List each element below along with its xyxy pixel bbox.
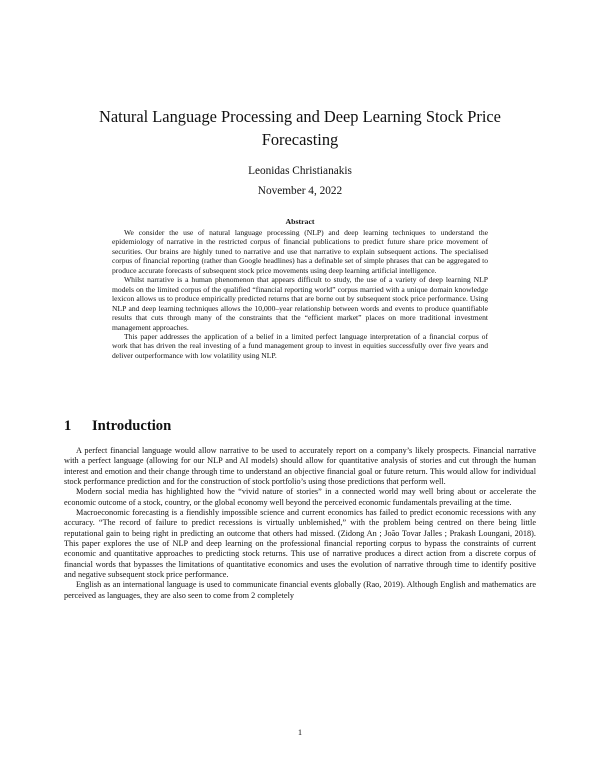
body-paragraph: Macroeconomic forecasting is a fiendishly impossible science and current economics has failed to predict economic recessions with any accuracy. “The record of failure to predict recessions is virtually unblemished,” with the problem being centred on there being little reputational gain to being right in predicting an outcome that others had missed. (Zidong An ; João Tovar Jalles ; Prakash Loungani, 2018). This paper explores the use of NLP and deep learning on the professional financial reporting corpus to bypass the constraints of current economic and quantitative approaches to predicting stock returns. This use of narrative produces a direct action from a discrete corpus of financial words that bypasses the limitations of quantitative economics and uses the evolution of narrative through time to identify positive and negative subsequent stock price performance. — [64, 508, 536, 580]
section-body — [64, 446, 536, 601]
page-number: 1 — [297, 727, 303, 737]
abstract — [112, 228, 488, 360]
paper-title: Natural Language Processing and Deep Learning Stock Price Forecasting — [99, 107, 501, 149]
section-heading — [64, 418, 171, 435]
author-name: Leonidas Christianakis — [248, 165, 352, 177]
section-title: Introduction — [92, 418, 172, 434]
publication-date: November 4, 2022 — [257, 185, 343, 197]
abstract-paragraph: We consider the use of natural language processing (NLP) and deep learning techniques to understand the epidemiology of narrative in the restricted corpus of financial publications to predict future share price movement of securities. Our brains are highly tuned to narrative and use that narrative to explain subsequent actions. The specialised corpus of financial reporting (rather than Google headlines) has a definable set of simple phrases that can be aggregated to produce accurate forecasts of subsequent stock price movements using deep learning artificial intelligence. — [112, 228, 488, 275]
abstract-paragraph: Whilst narrative is a human phenomenon that appears difficult to study, the use of a variety of deep learning NLP models on the limited corpus of the qualified “financial reporting world” corpus married with a unique domain knowledge lexicon allows us to produce empirically predicted returns that are borne out by subsequent stock price performance. Using NLP and deep learning techniques allows the 10,000–year relationship between words and events to produce quantifiable results that cuts through many of the constraints that the “efficient market” places on more traditional investment management approaches. — [112, 275, 488, 332]
body-paragraph: A perfect financial language would allow narrative to be used to accurately report on a company’s likely prospects. Financial narrative with a perfect language (allowing for our NLP and AI models) should allow for quantitative analysis of stories and cut through the human interest and emotion and their change through time to understand an objective financial goal or future return. This would allow for individual stock performance prediction and for the construction of stock portfolio’s using those predictions that perform well. — [64, 446, 536, 487]
body-paragraph: English as an international language is used to communicate financial events globally (Rao, 2019). Although English and mathematics are perceived as languages, they are also seen to come from 2 completely — [64, 580, 536, 600]
abstract-paragraph: This paper addresses the application of a belief in a limited perfect language interpretation of a financial corpus of work that has driven the real investing of a fund management group to invest in equities successfully over five years and deliver outperformance with low volatility using NLP. — [112, 331, 488, 360]
body-paragraph: Modern social media has highlighted how the “vivid nature of stories” in a connected world may well bring about or accelerate the economic outcome of a stock, country, or the global economy well beyond the perceived economic fundamentals prevailing at the time. — [64, 487, 536, 507]
section-number: 1 — [64, 418, 72, 434]
abstract-heading: Abstract — [285, 217, 315, 226]
